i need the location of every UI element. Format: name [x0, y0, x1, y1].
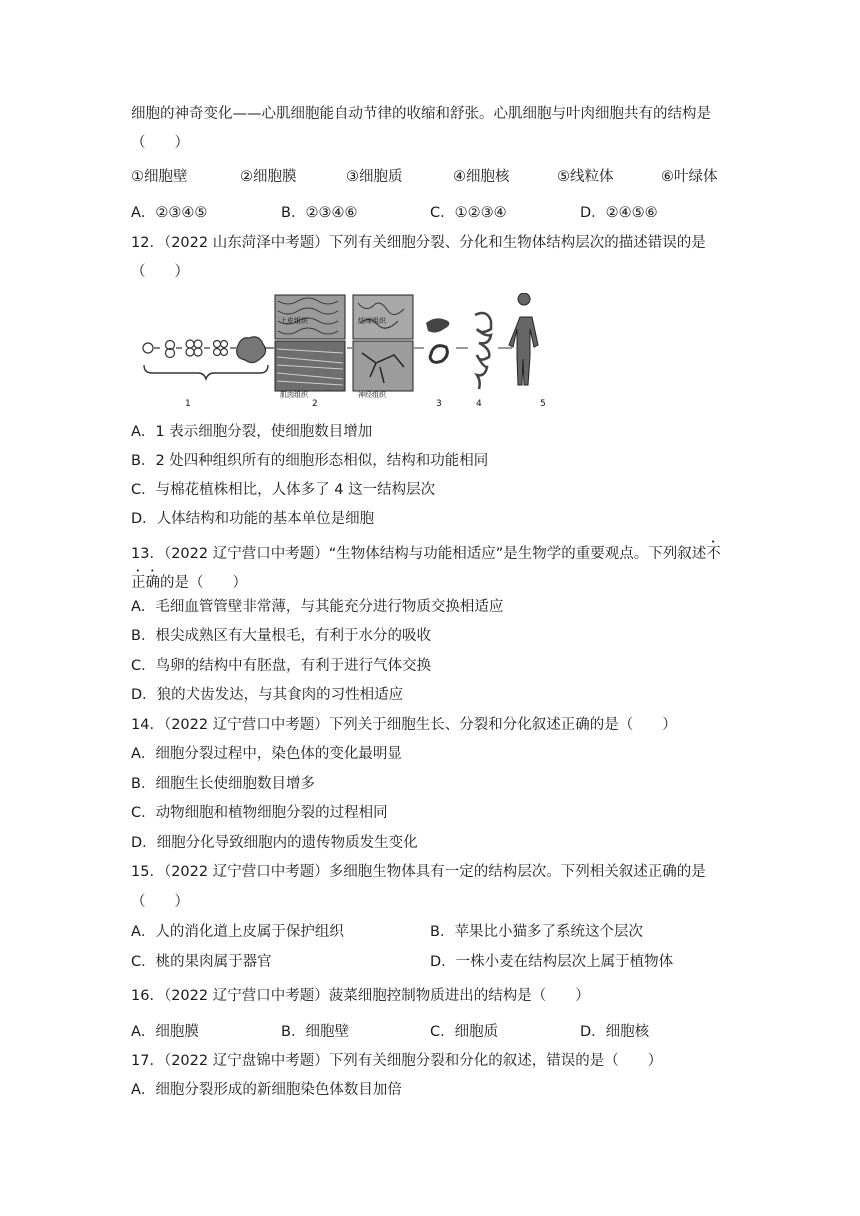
- q11-option-b[interactable]: B．②③④⑥: [281, 205, 358, 221]
- q11-item: ②细胞膜: [240, 169, 297, 185]
- q15-option-c[interactable]: C．桃的果肉属于器官: [131, 954, 272, 970]
- q17-stem: 17．（2022 辽宁盘锦中考题）下列有关细胞分裂和分化的叙述，错误的是（ ）: [131, 1053, 663, 1069]
- q16-option-b[interactable]: B．细胞壁: [281, 1024, 349, 1040]
- q15-option-d[interactable]: D．一株小麦在结构层次上属于植物体: [430, 954, 674, 970]
- q13-option-c[interactable]: C．鸟卵的结构中有胚盘，有利于进行气体交换: [131, 658, 432, 674]
- figure-label: 5: [540, 399, 546, 409]
- q13-stem-text: 13．（2022 辽宁营口中考题）“生物体结构与功能相适应”是生物学的重要观点。下列叙述: [131, 546, 707, 562]
- q11-item: ⑥叶绿体: [661, 169, 718, 185]
- liver-icon: [426, 318, 449, 332]
- q14-option-c[interactable]: C．动物细胞和植物细胞分裂的过程相同: [131, 805, 388, 821]
- q15-option-b[interactable]: B．苹果比小猫多了系统这个层次: [430, 924, 643, 940]
- tissue-label: 肌肉组织: [280, 391, 308, 399]
- q13-stem-line2: [131, 567, 247, 593]
- q14-option-d[interactable]: D．细胞分化导致细胞内的遗传物质发生变化: [131, 835, 418, 851]
- q14-option-b[interactable]: B．细胞生长使细胞数目增多: [131, 776, 315, 792]
- q12-figure: [140, 293, 560, 411]
- tissue-label: 神经组织: [358, 391, 386, 399]
- q11-item: ④细胞核: [453, 169, 510, 185]
- figure-label: 3: [436, 399, 442, 409]
- q14-stem: 14．（2022 辽宁营口中考题）下列关于细胞生长、分裂和分化叙述正确的是（ ）: [131, 717, 677, 733]
- figure-label: 1: [185, 399, 191, 409]
- tissue-label: 上皮组织: [280, 317, 308, 325]
- q15-options-row1: [0, 922, 860, 942]
- stomach-icon: [430, 346, 447, 363]
- cell-division-sequence: [143, 337, 274, 379]
- q16-option-c[interactable]: C．细胞质: [430, 1024, 499, 1040]
- q13-stem-text: 的是（ ）: [160, 575, 247, 591]
- q11-stem-line1: 细胞的神奇变化——心肌细胞能自动节律的收缩和舒张。心肌细胞与叶肉细胞共有的结构是: [131, 106, 711, 122]
- q11-stem-line2: （ ）: [131, 135, 189, 151]
- q13-emphasis: 正确: [131, 575, 160, 591]
- q16-option-d[interactable]: D．细胞核: [580, 1024, 650, 1040]
- q16-option-a[interactable]: A．细胞膜: [131, 1024, 199, 1040]
- q12-option-d[interactable]: D．人体结构和功能的基本单位是细胞: [131, 511, 375, 527]
- q13-emphasis: 不: [706, 546, 721, 562]
- q11-option-d[interactable]: D．②④⑤⑥: [580, 205, 658, 221]
- q17-option-a[interactable]: A．细胞分裂形成的新细胞染色体数目加倍: [131, 1082, 402, 1098]
- q13-option-b[interactable]: B．根尖成熟区有大量根毛，有利于水分的吸收: [131, 628, 431, 644]
- tissue-panels: [275, 295, 413, 399]
- q15-stem-line2: （ ）: [131, 894, 189, 910]
- q16-stem: 16．（2022 辽宁营口中考题）菠菜细胞控制物质进出的结构是（ ）: [131, 988, 590, 1004]
- q12-option-a[interactable]: A．1 表示细胞分裂，使细胞数目增加: [131, 424, 373, 440]
- q15-options-row2: [0, 952, 860, 972]
- q11-options: [0, 203, 860, 223]
- figure-label: 4: [476, 399, 482, 409]
- q12-option-c[interactable]: C．与棉花植株相比，人体多了 4 这一结构层次: [131, 482, 436, 498]
- q15-option-a[interactable]: A．人的消化道上皮属于保护组织: [131, 924, 344, 940]
- q13-option-d[interactable]: D．狼的犬齿发达，与其食肉的习性相适应: [131, 687, 404, 703]
- q12-option-b[interactable]: B．2 处四种组织所有的细胞形态相似，结构和功能相同: [131, 453, 489, 469]
- tissue-label: 结缔组织: [358, 317, 386, 325]
- q11-item: ⑤线粒体: [557, 169, 614, 185]
- q11-item: ①细胞壁: [131, 169, 188, 185]
- human-body-icon: [509, 293, 538, 385]
- organ-system-sequence: [414, 293, 538, 389]
- digestive-system-icon: [475, 313, 491, 389]
- q14-option-a[interactable]: A．细胞分裂过程中，染色体的变化最明显: [131, 746, 402, 762]
- q11-item: ③细胞质: [346, 169, 403, 185]
- q11-items: [0, 167, 860, 187]
- q16-options: [0, 1022, 860, 1042]
- q13-stem-line1: [131, 538, 721, 564]
- q12-stem-line2: （ ）: [131, 264, 189, 280]
- q13-option-a[interactable]: A．毛细血管管壁非常薄，与其能充分进行物质交换相适应: [131, 599, 504, 615]
- figure-label: 2: [312, 399, 318, 409]
- q15-stem-line1: 15．（2022 辽宁营口中考题）多细胞生物体具有一定的结构层次。下列相关叙述正确的是: [131, 864, 706, 880]
- q11-option-c[interactable]: C．①②③④: [430, 205, 507, 221]
- q12-stem-line1: 12．（2022 山东菏泽中考题）下列有关细胞分裂、分化和生物体结构层次的描述错误的是: [131, 235, 706, 251]
- q11-option-a[interactable]: A．②③④⑤: [131, 205, 208, 221]
